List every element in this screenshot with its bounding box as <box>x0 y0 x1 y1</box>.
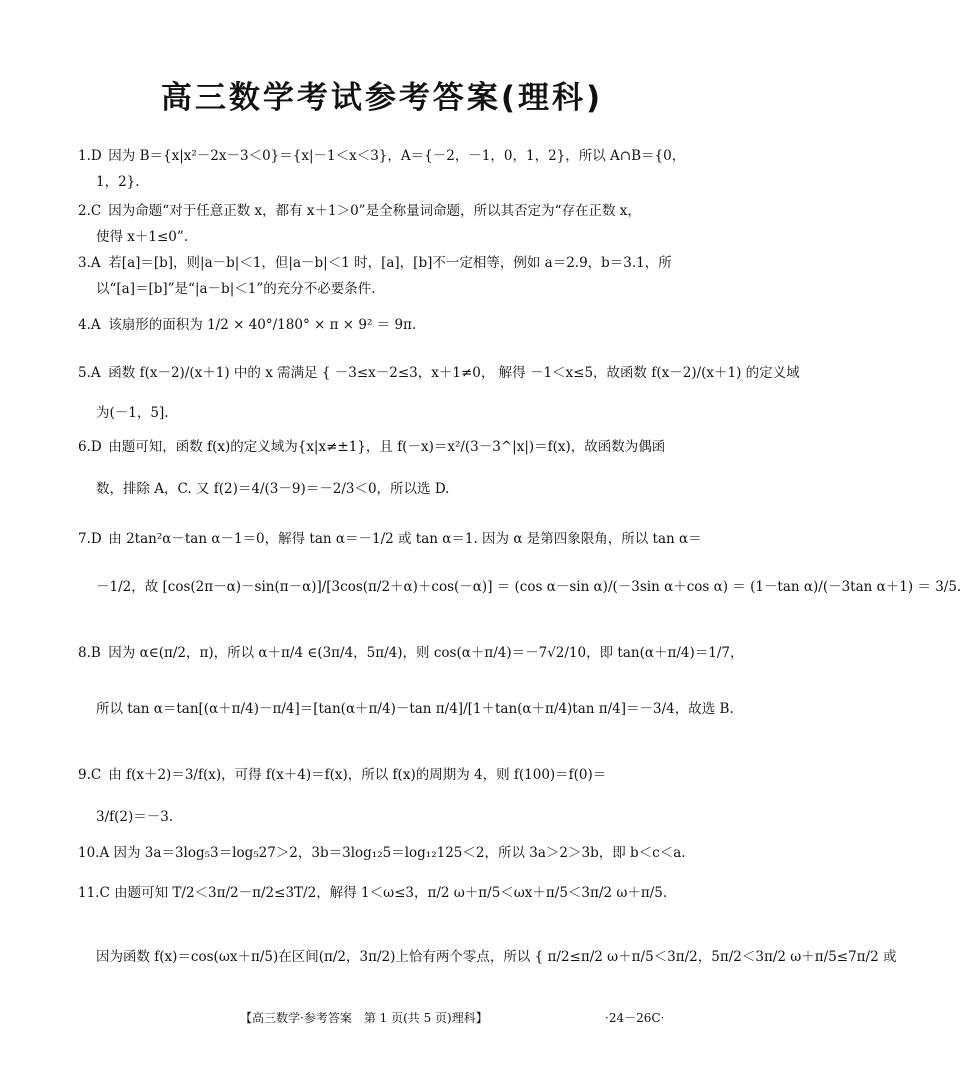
answer-item-5 <box>78 360 800 426</box>
answer-number: 4.A <box>78 317 101 333</box>
answer-item-11 <box>78 880 897 970</box>
page-footer <box>0 1009 764 1029</box>
answer-text: 因为 3a＝3log₅3＝log₅27＞2，3b＝3log₁₂5＝log₁₂125＜2，所以 3a＞2＞3b，即 b＜c＜a. <box>113 845 686 861</box>
answer-text: 该扇形的面积为 1/2 × 40°/180° × π × 9² ＝ 9π. <box>108 317 417 333</box>
footer-code: ·24－26C· <box>605 1011 665 1025</box>
answer-text: 由题可知，函数 f(x)的定义域为{x|x≠±1}，且 f(－x)＝x²/(3－3^|x|)＝f(x)，故函数为偶函 <box>108 439 666 455</box>
answer-text: 由题可知 T/2＜3π/2－π/2≤3T/2，解得 1＜ω≤3，π/2 ω＋π/5＜ωx＋π/5＜3π/2 ω＋π/5. <box>114 885 668 901</box>
answer-item-7 <box>78 526 961 600</box>
answer-item-1 <box>78 143 690 195</box>
answer-text: 由 f(x＋2)＝3/f(x)，可得 f(x＋4)＝f(x)，所以 f(x)的周期为 4，则 f(100)＝f(0)＝ <box>108 767 607 783</box>
answer-text: 因为 B＝{x|x²－2x－3＜0}＝{x|－1＜x＜3}，A＝{－2，－1，0，1，2}，所以 A∩B＝{0， <box>108 148 686 164</box>
answer-item-4 <box>78 312 690 338</box>
answer-text: 若[a]＝[b]，则|a－b|＜1，但|a－b|＜1 时，[a]，[b]不一定相等，例如 a＝2.9，b＝3.1，所 <box>108 255 672 271</box>
answer-number: 5.A <box>78 365 101 381</box>
answer-text: －1/2，故 [cos(2π－α)－sin(π－α)]/[3cos(π/2＋α)＋cos(－α)] ＝ (cos α－sin α)/(－3sin α＋cos α) ＝ (1－tan α)/(－3tan α＋1) ＝ 3/5. <box>96 579 961 595</box>
answer-item-2 <box>78 198 690 250</box>
answer-number: 6.D <box>78 439 102 455</box>
answer-number: 1.D <box>78 148 102 164</box>
answer-text: 为(－1，5]. <box>96 405 169 421</box>
answer-number: 10.A <box>78 845 110 861</box>
answer-text: 所以 tan α＝tan[(α＋π/4)－π/4]＝[tan(α＋π/4)－tan π/4]/[1＋tan(α＋π/4)tan π/4]＝－3/4，故选 B. <box>96 701 734 717</box>
answer-text: 以“[a]＝[b]”是“|a－b|＜1”的充分不必要条件. <box>96 281 376 297</box>
answer-item-6 <box>78 434 690 502</box>
answer-number: 2.C <box>78 203 102 219</box>
answer-number: 3.A <box>78 255 101 271</box>
answer-item-3 <box>78 250 690 302</box>
answer-text: 因为 α∈(π/2，π)，所以 α＋π/4 ∈(3π/4，5π/4)，则 cos(α＋π/4)＝－7√2/10，即 tan(α＋π/4)＝1/7， <box>108 645 744 661</box>
answer-text: 因为命题“对于任意正数 x，都有 x＋1＞0”是全称量词命题，所以其否定为“存在正数 x， <box>108 203 641 219</box>
answer-number: 11.C <box>78 885 110 901</box>
answer-text: 因为函数 f(x)＝cos(ωx＋π/5)在区间(π/2，3π/2)上恰有两个零点，所以 { π/2≤π/2 ω＋π/5＜3π/2，5π/2＜3π/2 ω＋π/5≤7π/2 或 <box>96 949 897 965</box>
answer-number: 7.D <box>78 531 102 547</box>
answer-text: 1，2}. <box>96 174 140 190</box>
answer-text: 由 2tan²α－tan α－1＝0，解得 tan α＝－1/2 或 tan α＝1. 因为 α 是第四象限角，所以 tan α＝ <box>108 531 702 547</box>
answer-item-9 <box>78 762 690 830</box>
answer-text: 3/f(2)＝－3. <box>96 809 174 825</box>
footer-page-info: 【高三数学·参考答案 第 1 页(共 5 页)理科】 <box>240 1011 488 1025</box>
answer-number: 8.B <box>78 645 101 661</box>
answer-text: 使得 x＋1≤0”. <box>96 229 189 245</box>
answer-number: 9.C <box>78 767 102 783</box>
answer-text: 函数 f(x－2)/(x＋1) 中的 x 需满足 { －3≤x－2≤3，x＋1≠0， 解得 －1＜x≤5，故函数 f(x－2)/(x＋1) 的定义域 <box>108 365 800 381</box>
answer-item-10 <box>78 840 690 866</box>
answer-item-8 <box>78 640 744 722</box>
answer-text: 数，排除 A，C. 又 f(2)＝4/(3－9)＝－2/3＜0，所以选 D. <box>96 481 450 497</box>
page-title: 高三数学考试参考答案(理科) <box>160 80 604 116</box>
